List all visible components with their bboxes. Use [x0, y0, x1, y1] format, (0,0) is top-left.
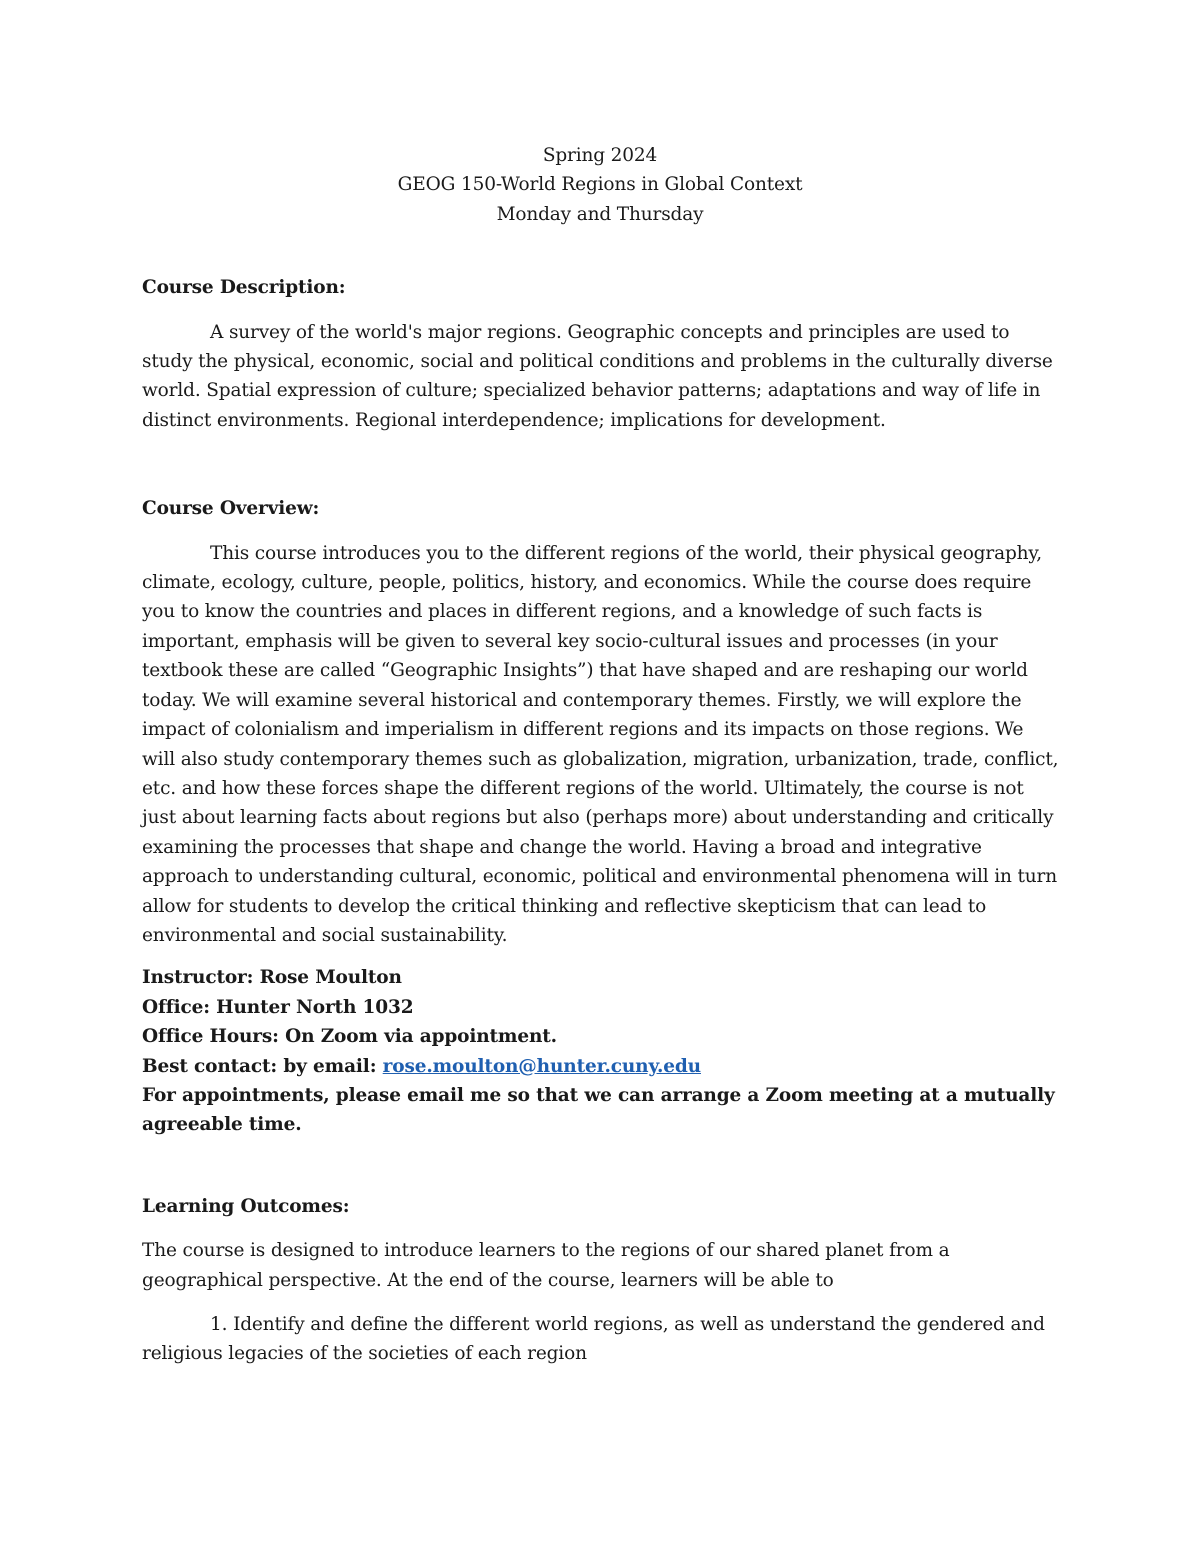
course-header — [142, 141, 1058, 229]
course-description-body: A survey of the world's major regions. Geographic concepts and principles are used to study the physical, economic, social and political conditions and problems in the culturally diverse world. Spatial expression of culture; specialized behavior patterns; adaptations and way of life in distinct environments. Regional interdependence; implications for development. — [142, 321, 1053, 431]
meeting-days: Monday and Thursday — [496, 203, 704, 225]
learning-outcome-item: 1. Identify and define the different world regions, as well as understand the gendered and religious legacies of the societies of each region — [142, 1314, 1045, 1365]
appointments-note: For appointments, please email me so that we can arrange a Zoom meeting at a mutually agreeable time. — [142, 1084, 1055, 1136]
office-hours: Office Hours: On Zoom via appointment. — [142, 1026, 557, 1048]
learning-outcomes-heading: Learning Outcomes: — [142, 1195, 350, 1217]
learning-outcomes-intro: The course is designed to introduce learners to the regions of our shared planet from a geographical perspective. At the end of the course, learners will be able to — [142, 1240, 950, 1291]
term-label: Spring 2024 — [542, 145, 658, 166]
best-contact-label: Best contact: by email: — [142, 1055, 377, 1077]
best-contact — [142, 1052, 1062, 1081]
course-overview-body: This course introduces you to the different regions of the world, their physical geography, climate, ecology, culture, people, politics, history, and economics. While the course does require you to know the countries and places in different regions, and a knowledge of such facts is important, emphasis will be given to several key socio-cultural issues and processes (in your textbook these are called “Geographic Insights”) that have shaped and are reshaping our world today. We will examine several historical and contemporary themes. Firstly, we will explore the impact of colonialism and imperialism in different regions and its impacts on those regions. We will also study contemporary themes such as globalization, migration, urbanization, trade, conflict, etc. and how these forces shape the different regions of the world. Ultimately, the course is not just about learning facts about regions but also (perhaps more) about understanding and critically examining the processes that shape and change the world. Having a broad and integrative approach to understanding cultural, economic, political and environmental phenomena will in turn allow for students to develop the critical thinking and reflective skepticism that can lead to environmental and social sustainability. — [142, 542, 1059, 946]
instructor-email-link[interactable]: rose.moulton@hunter.cuny.edu — [382, 1055, 701, 1077]
instructor-name: Instructor: Rose Moulton — [142, 967, 402, 989]
course-overview-heading: Course Overview: — [142, 498, 320, 520]
document-page — [142, 141, 1062, 1369]
course-title: GEOG 150-World Regions in Global Context — [397, 174, 803, 196]
office-location: Office: Hunter North 1032 — [142, 996, 414, 1018]
contact-block — [142, 963, 1062, 1139]
course-description-heading: Course Description: — [142, 277, 346, 299]
